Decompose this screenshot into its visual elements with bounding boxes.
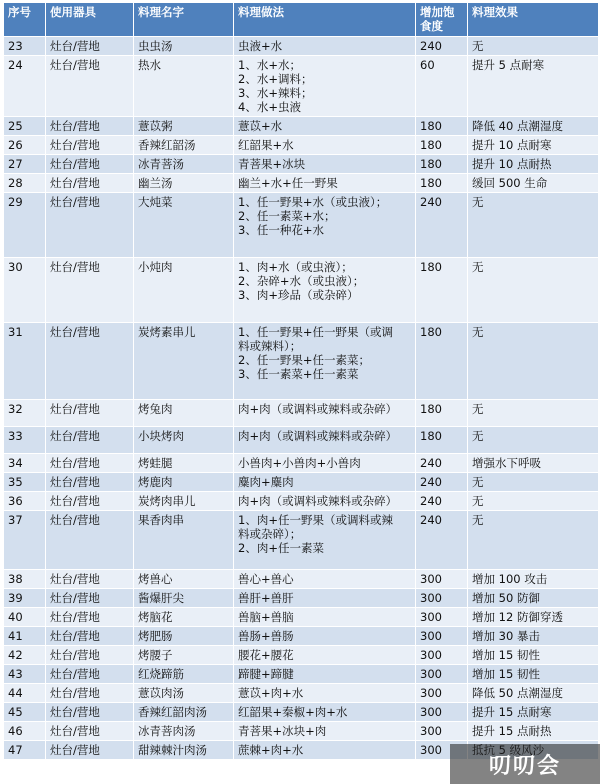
cell-method xyxy=(234,427,416,454)
cell-method xyxy=(234,684,416,703)
method-line: 肉+肉（或调料或辣料或杂碎） xyxy=(238,402,398,416)
cell-name: 热水 xyxy=(134,56,234,117)
cell-id: 44 xyxy=(4,684,46,703)
cell-method xyxy=(234,174,416,193)
table-row xyxy=(4,665,599,684)
cell-utensil: 灶台/营地 xyxy=(46,323,134,400)
cell-utensil: 灶台/营地 xyxy=(46,722,134,741)
cell-effect: 增加 15 韧性 xyxy=(468,665,599,684)
cell-id: 37 xyxy=(4,511,46,570)
cell-method xyxy=(234,56,416,117)
cell-effect: 降低 40 点潮湿度 xyxy=(468,117,599,136)
cell-name: 果香肉串 xyxy=(134,511,234,570)
cell-satiety: 240 xyxy=(416,473,468,492)
cell-effect: 增强水下呼吸 xyxy=(468,454,599,473)
cell-effect: 提升 5 点耐寒 xyxy=(468,56,599,117)
watermark-logo: 叨叨会 xyxy=(450,744,600,784)
cell-name: 烤蛙腿 xyxy=(134,454,234,473)
cell-utensil: 灶台/营地 xyxy=(46,646,134,665)
cell-effect: 提升 10 点耐寒 xyxy=(468,136,599,155)
cell-id: 39 xyxy=(4,589,46,608)
cell-satiety: 180 xyxy=(416,174,468,193)
table-row xyxy=(4,174,599,193)
cell-satiety: 180 xyxy=(416,323,468,400)
method-line: 2、杂碎+水（或虫液）； xyxy=(238,274,365,288)
cell-id: 30 xyxy=(4,258,46,323)
cell-satiety: 300 xyxy=(416,665,468,684)
cell-method xyxy=(234,570,416,589)
cell-satiety: 180 xyxy=(416,258,468,323)
table-row xyxy=(4,193,599,258)
method-line: 1、任一野果+水（或虫液）； xyxy=(238,195,388,209)
cell-method xyxy=(234,136,416,155)
cell-id: 34 xyxy=(4,454,46,473)
cell-utensil: 灶台/营地 xyxy=(46,400,134,427)
cell-satiety: 300 xyxy=(416,722,468,741)
header-method: 料理做法 xyxy=(234,3,416,37)
header-id: 序号 xyxy=(4,3,46,37)
table-row xyxy=(4,608,599,627)
method-line: 小兽肉+小兽肉+小兽肉 xyxy=(238,456,361,470)
cell-method xyxy=(234,646,416,665)
table-row xyxy=(4,427,599,454)
cell-name: 小炖肉 xyxy=(134,258,234,323)
cell-method xyxy=(234,37,416,56)
cell-method xyxy=(234,589,416,608)
cell-utensil: 灶台/营地 xyxy=(46,627,134,646)
cell-effect: 无 xyxy=(468,492,599,511)
method-line: 肉+肉（或调料或辣料或杂碎） xyxy=(238,494,398,508)
header-utensil: 使用器具 xyxy=(46,3,134,37)
method-line: 红韶果+秦椒+肉+水 xyxy=(238,705,348,719)
cell-method xyxy=(234,492,416,511)
cell-utensil: 灶台/营地 xyxy=(46,608,134,627)
method-line: 红韶果+水 xyxy=(238,138,294,152)
cell-effect: 缓回 500 生命 xyxy=(468,174,599,193)
cell-method xyxy=(234,703,416,722)
method-line: 青菩果+冰块+肉 xyxy=(238,724,327,738)
cell-method xyxy=(234,193,416,258)
cell-utensil: 灶台/营地 xyxy=(46,117,134,136)
cell-id: 33 xyxy=(4,427,46,454)
cell-method xyxy=(234,454,416,473)
cell-id: 46 xyxy=(4,722,46,741)
cell-effect: 无 xyxy=(468,427,599,454)
method-line: 1、肉+任一野果（或调料或辣 xyxy=(238,513,393,527)
cell-effect: 降低 50 点潮湿度 xyxy=(468,684,599,703)
cell-effect: 增加 50 防御 xyxy=(468,589,599,608)
cell-satiety: 240 xyxy=(416,37,468,56)
cell-name: 甜辣棘汁肉汤 xyxy=(134,741,234,760)
method-line: 2、任一野果+任一素菜； xyxy=(238,353,370,367)
cell-name: 冰青菩汤 xyxy=(134,155,234,174)
cell-id: 26 xyxy=(4,136,46,155)
cell-method xyxy=(234,511,416,570)
cell-id: 23 xyxy=(4,37,46,56)
cell-name: 小块烤肉 xyxy=(134,427,234,454)
method-line: 蹄腱+蹄腱 xyxy=(238,667,294,681)
method-line: 虫液+水 xyxy=(238,39,283,53)
cell-utensil: 灶台/营地 xyxy=(46,174,134,193)
method-line: 1、肉+水（或虫液）； xyxy=(238,260,353,274)
table-row xyxy=(4,454,599,473)
cell-utensil: 灶台/营地 xyxy=(46,570,134,589)
cell-satiety: 300 xyxy=(416,646,468,665)
method-line: 兽肝+兽肝 xyxy=(238,591,294,605)
method-line: 3、任一素菜+任一素菜 xyxy=(238,367,359,381)
cell-utensil: 灶台/营地 xyxy=(46,136,134,155)
cell-satiety: 300 xyxy=(416,589,468,608)
method-line: 兽脑+兽脑 xyxy=(238,610,294,624)
cell-satiety: 180 xyxy=(416,400,468,427)
cell-utensil: 灶台/营地 xyxy=(46,427,134,454)
method-line: 料或辣料）； xyxy=(238,339,302,353)
method-line: 2、水+调料； xyxy=(238,72,313,86)
table-row xyxy=(4,258,599,323)
cell-id: 47 xyxy=(4,741,46,760)
method-line: 3、任一种花+水 xyxy=(238,223,324,237)
cell-utensil: 灶台/营地 xyxy=(46,56,134,117)
table-row xyxy=(4,37,599,56)
cell-utensil: 灶台/营地 xyxy=(46,511,134,570)
cell-id: 42 xyxy=(4,646,46,665)
cell-satiety: 240 xyxy=(416,454,468,473)
cell-name: 香辣红韶肉汤 xyxy=(134,703,234,722)
method-line: 兽心+兽心 xyxy=(238,572,294,586)
cell-name: 薏苡粥 xyxy=(134,117,234,136)
cell-utensil: 灶台/营地 xyxy=(46,703,134,722)
cell-name: 烤肥肠 xyxy=(134,627,234,646)
cell-name: 烤脑花 xyxy=(134,608,234,627)
cell-name: 红烧蹄筋 xyxy=(134,665,234,684)
table-row xyxy=(4,589,599,608)
table-row xyxy=(4,684,599,703)
cell-name: 薏苡肉汤 xyxy=(134,684,234,703)
cell-id: 45 xyxy=(4,703,46,722)
table-row xyxy=(4,646,599,665)
cell-name: 炭烤素串儿 xyxy=(134,323,234,400)
cell-id: 27 xyxy=(4,155,46,174)
recipe-table xyxy=(3,2,599,760)
cell-method xyxy=(234,627,416,646)
method-line: 蔗棘+肉+水 xyxy=(238,743,304,757)
header-satiety: 增加饱食度 xyxy=(416,3,468,37)
cell-utensil: 灶台/营地 xyxy=(46,155,134,174)
method-line: 薏苡+肉+水 xyxy=(238,686,304,700)
cell-method xyxy=(234,155,416,174)
cell-utensil: 灶台/营地 xyxy=(46,37,134,56)
cell-satiety: 180 xyxy=(416,136,468,155)
cell-id: 36 xyxy=(4,492,46,511)
cell-effect: 增加 30 暴击 xyxy=(468,627,599,646)
cell-effect: 增加 100 攻击 xyxy=(468,570,599,589)
cell-utensil: 灶台/营地 xyxy=(46,589,134,608)
cell-id: 41 xyxy=(4,627,46,646)
cell-method xyxy=(234,665,416,684)
cell-method xyxy=(234,400,416,427)
cell-satiety: 300 xyxy=(416,608,468,627)
table-row xyxy=(4,155,599,174)
cell-name: 冰青菩肉汤 xyxy=(134,722,234,741)
method-line: 料或杂碎）； xyxy=(238,527,302,541)
method-line: 腰花+腰花 xyxy=(238,648,294,662)
cell-satiety: 180 xyxy=(416,427,468,454)
method-line: 麋肉+麋肉 xyxy=(238,475,294,489)
table-row xyxy=(4,492,599,511)
cell-id: 40 xyxy=(4,608,46,627)
cell-id: 28 xyxy=(4,174,46,193)
header-effect: 料理效果 xyxy=(468,3,599,37)
cell-satiety: 240 xyxy=(416,492,468,511)
cell-satiety: 300 xyxy=(416,570,468,589)
header-name: 料理名字 xyxy=(134,3,234,37)
table-row xyxy=(4,117,599,136)
cell-id: 24 xyxy=(4,56,46,117)
cell-effect: 增加 12 防御穿透 xyxy=(468,608,599,627)
cell-name: 幽兰汤 xyxy=(134,174,234,193)
cell-satiety: 240 xyxy=(416,193,468,258)
cell-utensil: 灶台/营地 xyxy=(46,473,134,492)
cell-satiety: 300 xyxy=(416,627,468,646)
table-row xyxy=(4,722,599,741)
method-line: 肉+肉（或调料或辣料或杂碎） xyxy=(238,429,398,443)
cell-effect: 无 xyxy=(468,37,599,56)
table-row xyxy=(4,511,599,570)
table-row xyxy=(4,400,599,427)
table-row xyxy=(4,136,599,155)
cell-satiety: 180 xyxy=(416,117,468,136)
cell-method xyxy=(234,117,416,136)
table-body xyxy=(4,37,599,760)
method-line: 3、肉+珍品（或杂碎） xyxy=(238,288,359,302)
cell-satiety: 60 xyxy=(416,56,468,117)
method-line: 青菩果+冰块 xyxy=(238,157,306,171)
cell-name: 烤鹿肉 xyxy=(134,473,234,492)
cell-method xyxy=(234,473,416,492)
cell-id: 29 xyxy=(4,193,46,258)
cell-method xyxy=(234,323,416,400)
table-row xyxy=(4,56,599,117)
cell-effect: 无 xyxy=(468,511,599,570)
cell-effect: 无 xyxy=(468,193,599,258)
cell-utensil: 灶台/营地 xyxy=(46,684,134,703)
table-row xyxy=(4,473,599,492)
method-line: 4、水+虫液 xyxy=(238,100,301,114)
cell-name: 烤兽心 xyxy=(134,570,234,589)
cell-utensil: 灶台/营地 xyxy=(46,193,134,258)
cell-utensil: 灶台/营地 xyxy=(46,665,134,684)
cell-satiety: 300 xyxy=(416,703,468,722)
table-row xyxy=(4,570,599,589)
cell-effect: 提升 15 点耐热 xyxy=(468,722,599,741)
cell-name: 炭烤肉串儿 xyxy=(134,492,234,511)
cell-id: 25 xyxy=(4,117,46,136)
method-line: 2、任一素菜+水； xyxy=(238,209,336,223)
cell-utensil: 灶台/营地 xyxy=(46,741,134,760)
cell-effect: 提升 15 点耐寒 xyxy=(468,703,599,722)
cell-id: 38 xyxy=(4,570,46,589)
cell-id: 32 xyxy=(4,400,46,427)
cell-name: 大炖菜 xyxy=(134,193,234,258)
cell-id: 43 xyxy=(4,665,46,684)
cell-satiety: 240 xyxy=(416,511,468,570)
cell-method xyxy=(234,258,416,323)
cell-name: 烤腰子 xyxy=(134,646,234,665)
table-header-row xyxy=(4,3,599,37)
cell-name: 虫虫汤 xyxy=(134,37,234,56)
cell-method xyxy=(234,722,416,741)
cell-utensil: 灶台/营地 xyxy=(46,258,134,323)
cell-effect: 无 xyxy=(468,323,599,400)
cell-utensil: 灶台/营地 xyxy=(46,454,134,473)
table-row xyxy=(4,323,599,400)
cell-name: 香辣红韶汤 xyxy=(134,136,234,155)
cell-name: 酱爆肝尖 xyxy=(134,589,234,608)
method-line: 1、任一野果+任一野果（或调 xyxy=(238,325,393,339)
cell-id: 31 xyxy=(4,323,46,400)
cell-name: 烤兔肉 xyxy=(134,400,234,427)
method-line: 1、水+水； xyxy=(238,58,301,72)
cell-effect: 无 xyxy=(468,258,599,323)
method-line: 兽肠+兽肠 xyxy=(238,629,294,643)
cell-utensil: 灶台/营地 xyxy=(46,492,134,511)
method-line: 2、肉+任一素菜 xyxy=(238,541,324,555)
cell-effect: 无 xyxy=(468,473,599,492)
table-row xyxy=(4,627,599,646)
cell-id: 35 xyxy=(4,473,46,492)
cell-satiety: 300 xyxy=(416,741,468,760)
cell-method xyxy=(234,608,416,627)
cell-effect: 提升 10 点耐热 xyxy=(468,155,599,174)
cell-effect: 增加 15 韧性 xyxy=(468,646,599,665)
method-line: 3、水+辣料； xyxy=(238,86,313,100)
cell-effect: 无 xyxy=(468,400,599,427)
cell-method xyxy=(234,741,416,760)
table-row xyxy=(4,703,599,722)
cell-satiety: 180 xyxy=(416,155,468,174)
cell-satiety: 300 xyxy=(416,684,468,703)
method-line: 薏苡+水 xyxy=(238,119,283,133)
method-line: 幽兰+水+任一野果 xyxy=(238,176,338,190)
